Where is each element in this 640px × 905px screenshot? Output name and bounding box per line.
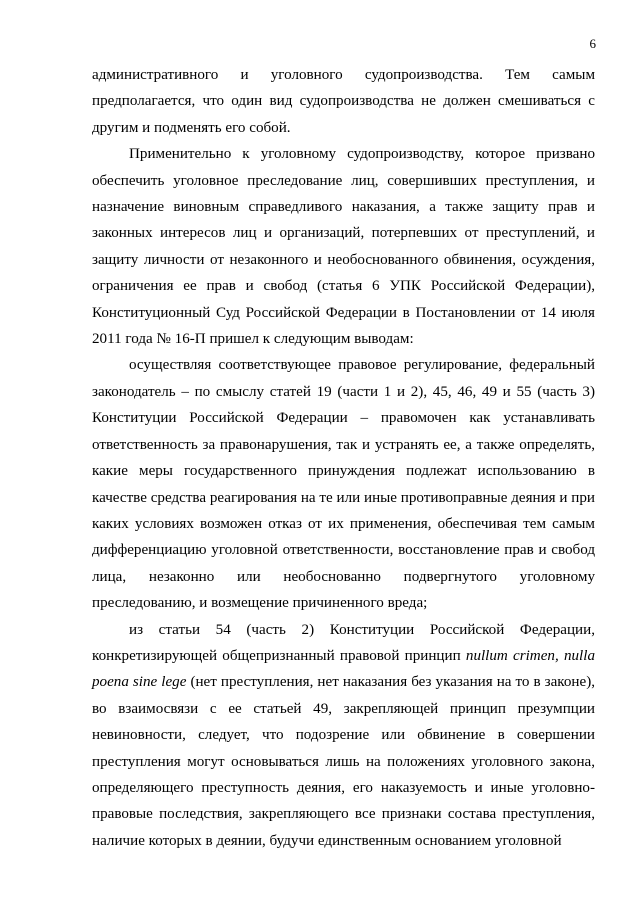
paragraph-article-54-end: (нет преступления, нет наказания без указания на то в законе), во взаимосвязи с ее статьей 49, закрепляющей принцип презумпции невиновности, следует, что подозрение или обвинение в совершении преступления могут основываться лишь на положениях уголовного закона, определяющего преступность деяния, его наказуемость и иные уголовно-правовые последствия, закрепляющего все признаки состава преступления, наличие которых в деянии, будучи единственным основанием уголовной (92, 674, 595, 849)
paragraph-article-54-start: из статьи 54 (часть 2) Конституции Российской Федерации, конкретизирующей общепризнанный правовой принцип (92, 621, 595, 664)
latin-principle: nullum crimen, nulla poena sine lege (92, 647, 595, 691)
paragraph-continuation: административного и уголовного судопроизводства. Тем самым предполагается, что один вид судопроизводства не должен смешиваться с другим и подменять его собой. (92, 67, 595, 136)
document-body (92, 62, 595, 854)
paragraph-article-54 (92, 617, 595, 855)
page-number: 6 (589, 36, 596, 51)
paragraph-legal-regulation: осуществляя соответствующее правовое регулирование, федеральный законодатель – по смыслу статей 19 (части 1 и 2), 45, 46, 49 и 55 (часть 3) Конституции Российской Федерации – правомочен как устанавливать ответственность за правонарушения, так и устранять ее, а также определять, какие меры государственного принуждения подлежат использованию в качестве средства реагирования на те или иные противоправные деяния и при каких условиях возможен отказ от их применения, обеспечивая тем самым дифференциацию уголовной ответственности, восстановление прав и свобод лица, незаконно или необоснованно подвергнутого уголовному преследованию, и возмещение причиненного вреда; (92, 357, 595, 612)
paragraph-criminal-proceedings: Применительно к уголовному судопроизводству, которое призвано обеспечить уголовное преследование лиц, совершивших преступления, и назначение виновным справедливого наказания, а также защиту прав и законных интересов лиц и организаций, потерпевших от преступлений, и защиту личности от незаконного и необоснованного обвинения, осуждения, ограничения ее прав и свобод (статья 6 УПК Российской Федерации), Конституционный Суд Российской Федерации в Постановлении от 14 июля 2011 года № 16-П пришел к следующим выводам: (92, 146, 595, 348)
